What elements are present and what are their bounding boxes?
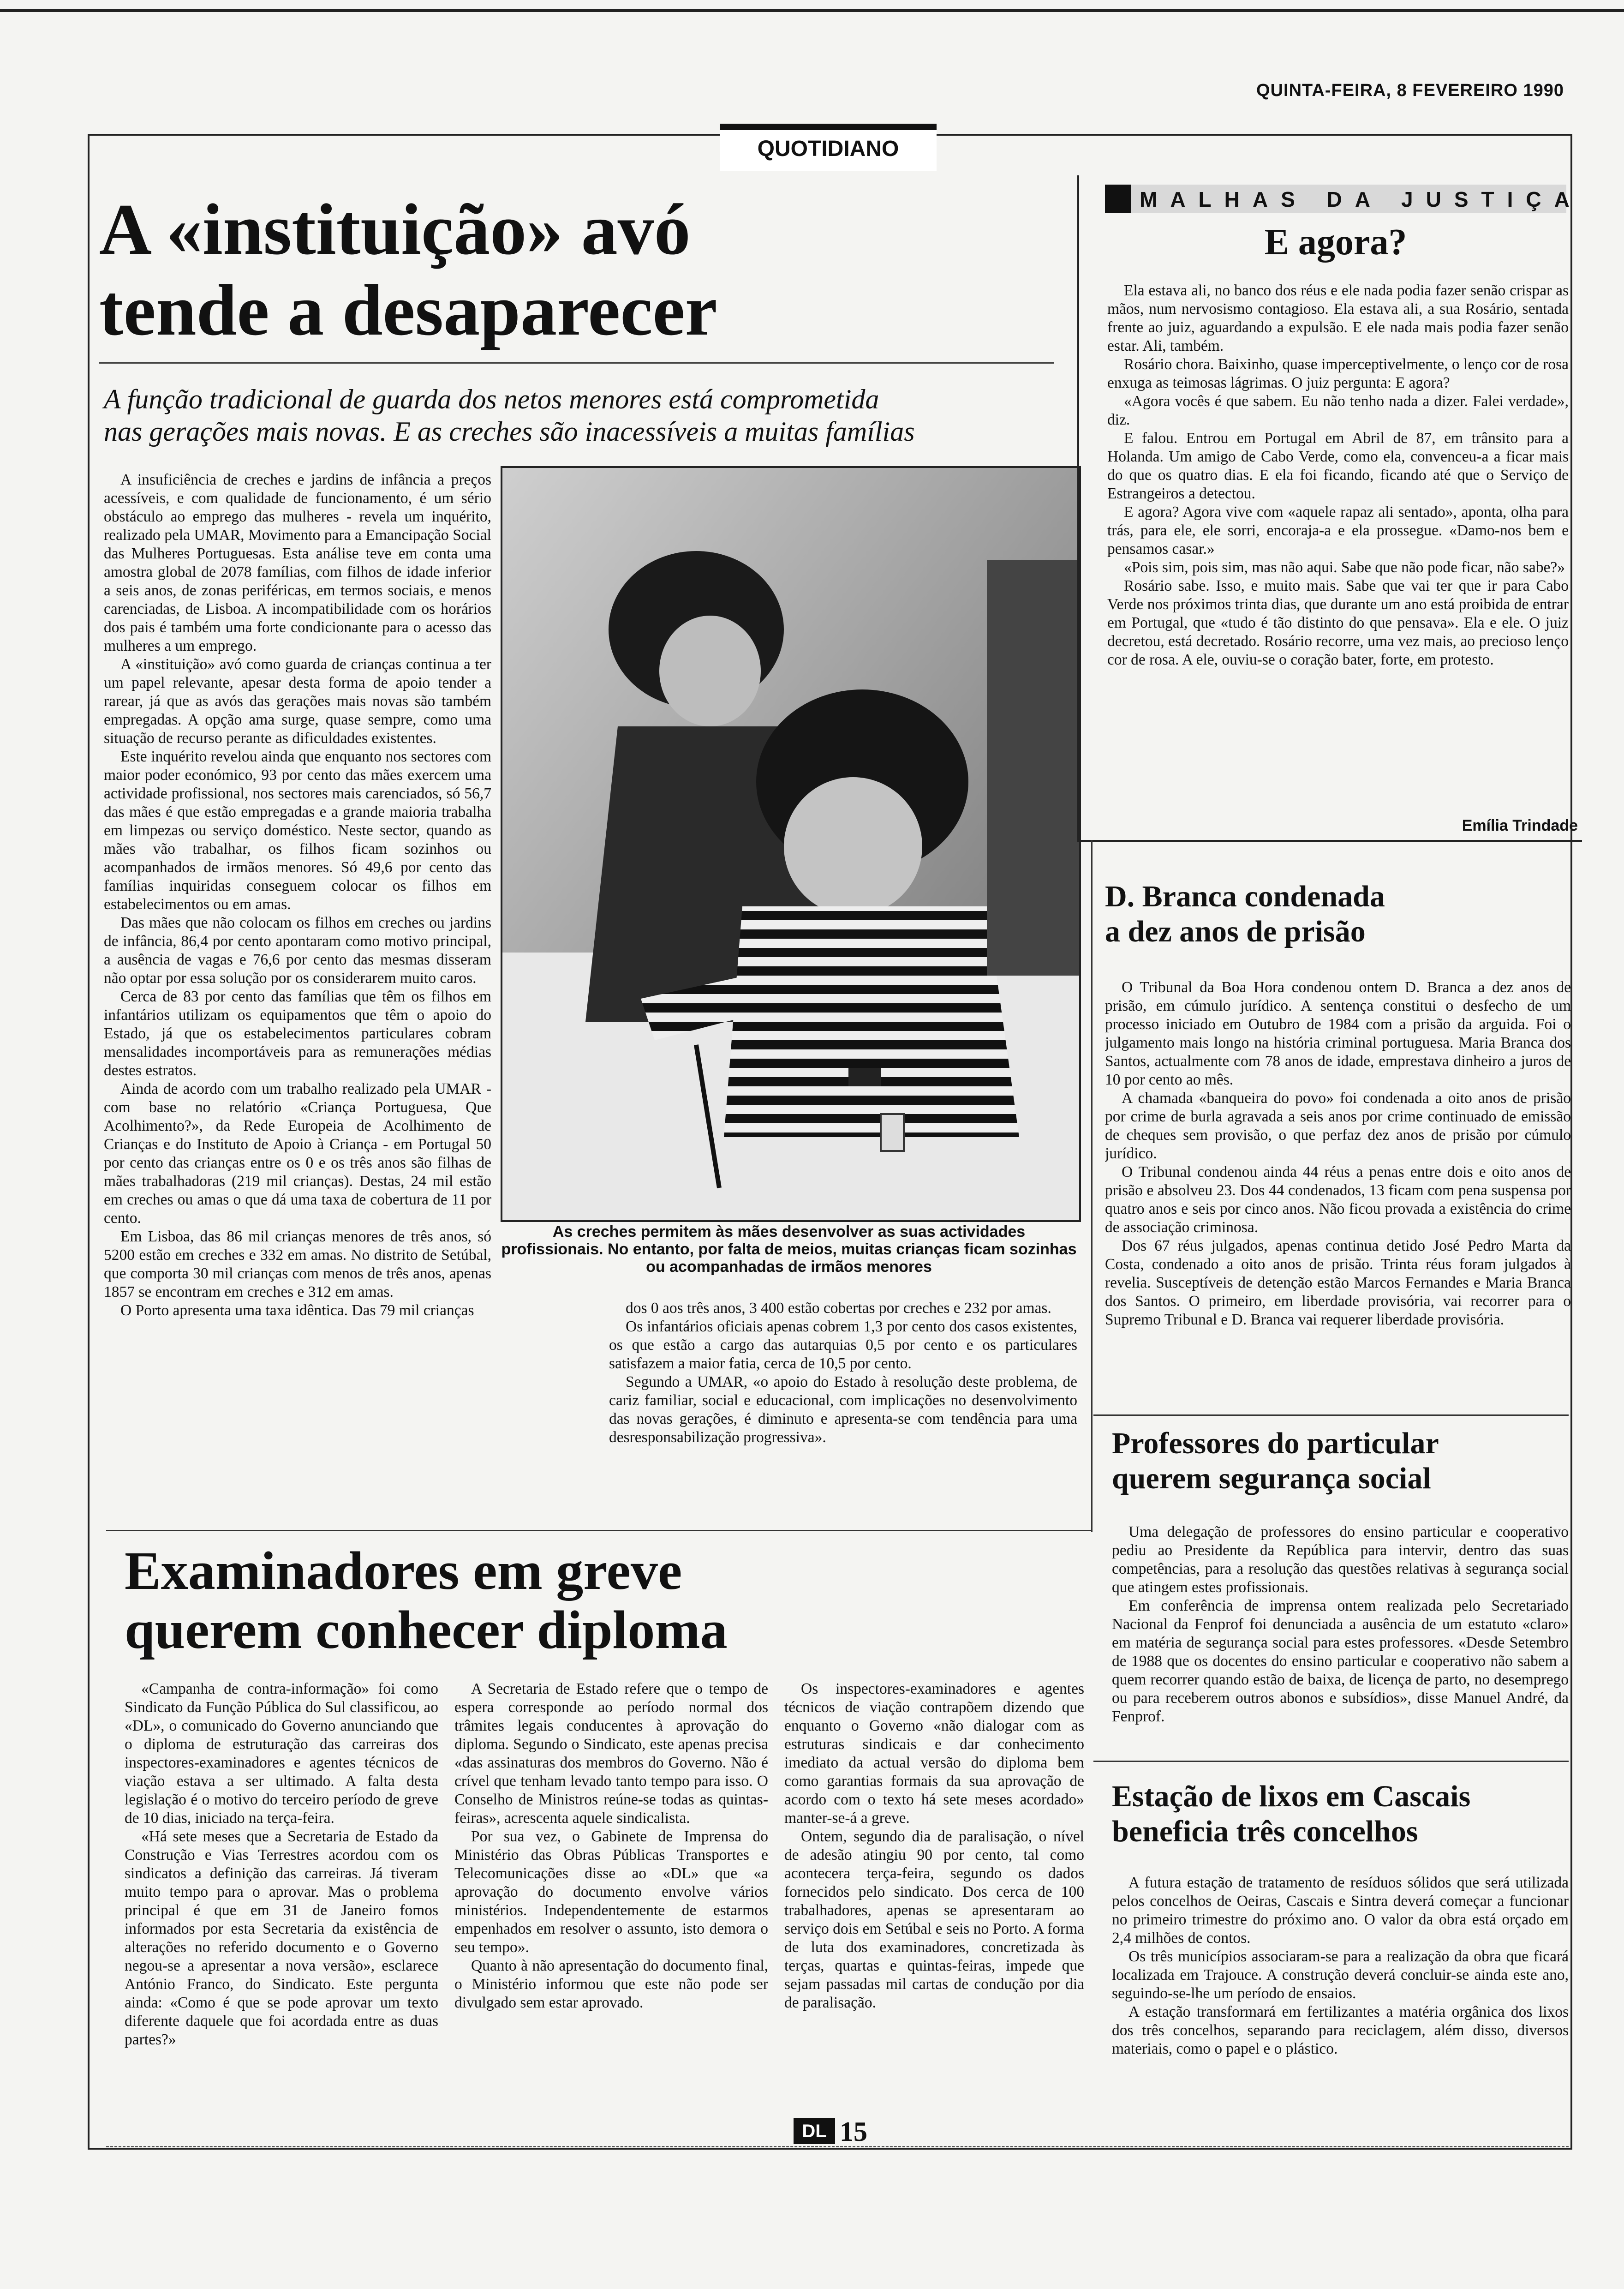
lead-deck-line1: A função tradicional de guarda dos netos menores está comprometida [104,384,879,414]
lead-headline-line2: tende a desaparecer [99,270,717,351]
section-label: QUOTIDIANO [720,124,937,171]
section-rule [1093,1414,1569,1416]
paragraph: O Porto apresenta uma taxa idêntica. Das 79 mil crianças [120,1302,474,1319]
paragraph: Segundo a UMAR, «o apoio do Estado à resolução deste problema, de cariz familiar, social e educacional, com implicações no desenvolvimento das novas gerações, é diminuto e apresenta-se com tendência para uma desresponsabilização progressiva». [609,1373,1077,1446]
malhas-title: E agora? [1264,222,1407,263]
paragraph: Os inspectores-examinadores e agentes técnicos de viação contrapõem dizendo que enquanto o Governo «não dialogar com as estruturas sindicais e dar conhecimento imediato da actual versão do diploma bem como garantias formais da sua aprovação de acordo com o texto há sete meses acordado» manter-se-á a greve. [784,1680,1084,1827]
lead-column-1 [104,471,491,1518]
malhas-byline: Emília Trindade [1462,817,1578,834]
paragraph: Rosário chora. Baixinho, quase imperceptivelmente, o lenço cor de rosa enxuga as teimosas lágrimas. O juiz pergunta: E agora? [1107,356,1569,391]
page-date: QUINTA-FEIRA, 8 FEVEREIRO 1990 [1256,81,1564,100]
branca-body [1105,978,1571,1412]
paragraph: «Agora vocês é que sabem. Eu não tenho nada a dizer. Falei verdade», diz. [1107,393,1569,428]
paragraph: A estação transformará em fertilizantes a matéria orgânica dos lixos dos três concelhos, separando para reciclagem, além disso, diversos materiais, como o papel e o plástico. [1112,2003,1569,2057]
paragraph: Ontem, segundo dia de paralisação, o nível de adesão atingiu 90 por cento, tal como acontecera terça-feira, segundo os dados fornecidos pelo sindicato. Dos cerca de 100 trabalhadores, apenas se apresentaram ao serviço dois em Setúbal e seis no Porto. A forma de luta dos examinadores, concretizada às terças, quartas e quintas-feiras, impede que sejam passadas mil cartas de condução por dia de paralisação. [784,1828,1084,2011]
cascais-headline-line1: Estação de lixos em Cascais [1112,1780,1471,1813]
cascais-headline-line2: beneficia três concelhos [1112,1815,1418,1848]
photo-caption: As creches permitem às mães desenvolver as suas actividades profissionais. No entanto, por falta de meios, muitas crianças ficam sozinhas ou acompanhadas de irmãos menores [501,1223,1077,1276]
kicker-square-icon [1105,185,1131,213]
lead-deck [104,383,1050,448]
lead-column-2 [609,1299,1077,1521]
paragraph: A Secretaria de Estado refere que o tempo de espera corresponde ao período normal dos trâmites legais conducentes à aprovação do diploma. Segundo o Sindicato, este apenas precisa «das assinaturas dos membros do Governo. Não é crível que tenham levado tanto tempo para isso. O Conselho de Ministros reúne-se todas as quintas-feiras», acrescenta aquele sindicalista. [454,1680,768,1827]
paragraph: O Tribunal condenou ainda 44 réus a penas entre dois e oito anos de prisão e absolveu 23. Dos 44 condenados, 13 ficam com pena suspensa por quatro anos e seis por cinco anos. Não ficou provada a existência do crime de associação criminosa. [1105,1163,1571,1236]
paragraph: Por sua vez, o Gabinete de Imprensa do Ministério das Obras Públicas Transportes e Telecomunicações disse ao «DL» que «a aprovação do documento envolve vários ministérios. Independentemente de estarmos empenhados em resolver o assunto, isto demora o seu tempo». [454,1828,768,1956]
top-rule [0,9,1624,12]
paragraph: dos 0 aos três anos, 3 400 estão cobertas por creches e 232 por amas. [626,1300,1051,1317]
paragraph: Uma delegação de professores do ensino particular e cooperativo pediu ao Presidente da República para intervir, dentro das suas competências, para a resolução das questões relativas à segurança social que atingem estes profissionais. [1112,1523,1569,1596]
section-rule [1093,1761,1569,1762]
lead-deck-line2: nas gerações mais novas. E as creches são inacessíveis a muitas famílias [104,416,915,447]
page-number: 15 [840,2116,867,2147]
section-rule [106,1530,1091,1531]
cascais-headline [1112,1779,1569,1849]
paragraph: «Há sete meses que a Secretaria de Estado da Construção e Vias Terrestres acordou com os sindicatos a definição das carreiras. Já tiveram muito tempo para o aprovar. Mas o problema principal é que em 31 de Janeiro fomos informados por esta Secretaria da existência de alterações no referido documento e o Governo negou-se a apresentar a nova versão», esclarece António Franco, do Sindicato. Este pergunta ainda: «Como é que se pode aprovar um texto diferente daquele que foi acordada entre as duas partes?» [125,1828,438,2048]
professores-body [1112,1523,1569,1754]
lead-headline-line1: A «instituição» avó [99,189,691,270]
paragraph: Ainda de acordo com um trabalho realizado pela UMAR - com base no relatório «Criança Portuguesa, Que Acolhimento?», da Rede Europeia de Acolhimento de Crianças e do Instituto de Apoio à Criança - em Portugal 50 por cento das crianças entre os 0 e os três anos são filhas de mães trabalhadoras (219 mil crianças). Destas, 24 mil estão em creches ou amas o que dá uma taxa de cobertura de 11 por cento. [104,1080,491,1227]
branca-headline [1105,879,1566,949]
paragraph: Os infantários oficiais apenas cobrem 1,3 por cento dos casos existentes, os que estão a cargo das autarquias 0,5 por cento e os particulares satisfazem a maior fatia, cerca de 10,5 por cento. [609,1318,1077,1372]
footer-rule [106,2146,1569,2148]
examinadores-headline-line1: Examinadores em greve [125,1540,682,1601]
professores-headline-line2: querem segurança social [1112,1462,1431,1495]
malhas-kicker: MALHAS DA JUSTIÇA [1140,187,1582,211]
paragraph: Ela estava ali, no banco dos réus e ele nada podia fazer senão crispar as mãos, num nervosismo contagioso. Ela estava ali, a sua Rosário, sentada frente ao juiz, aguardando a expulsão. E ele nada mais podia fazer senão estar. Ali, também. [1107,282,1569,354]
paragraph: Cerca de 83 por cento das famílias que têm os filhos em infantários utilizam os equipamentos que têm o apoio do Estado, já que os estabelecimentos particulares cobram mensalidades incomportáveis para as remunerações médias destes estratos. [104,988,491,1079]
cascais-body [1112,1874,1569,2095]
paragraph: A futura estação de tratamento de resíduos sólidos que será utilizada pelos concelhos de Oeiras, Cascais e Sintra deverá começar a funcionar no primeiro trimestre do próximo ano. O valor da obra está orçado em 2,4 milhões de contos. [1112,1874,1569,1947]
paragraph: Das mães que não colocam os filhos em creches ou jardins de infância, 86,4 por cento apontaram como motivo principal, a ausência de vagas e 76,6 por cento das mesmas disseram não optar por essa solução por os considerarem muito caros. [104,914,491,987]
paragraph: Dos 67 réus julgados, apenas continua detido José Pedro Marta da Costa, condenado a oito anos de prisão. Trinta réus foram julgados à revelia. Susceptíveis de detenção estão Marcos Fernandes e Maria Branca dos Santos. O primeiro, em liberdade provisória, vai recorrer para o Supremo Tribunal e D. Branca vai requerer liberdade provisória. [1105,1237,1571,1328]
paragraph: «Pois sim, pois sim, mas não aqui. Sabe que não pode ficar, não sabe?» [1124,559,1565,576]
lead-rule [99,362,1054,364]
examinadores-column-2 [454,1680,768,2095]
right-column-rule [1091,840,1093,1532]
paragraph: Quanto à não apresentação do documento final, o Ministério informou que este não pode ser divulgado sem estar aprovado. [454,1957,768,2011]
paragraph: A chamada «banqueira do povo» foi condenada a oito anos de prisão por crime de burla agravada a seis anos por crime continuado de emissão de cheques sem provisão, o que perfaz dez anos de prisão por cúmulo jurídico. [1105,1090,1571,1162]
paragraph: Rosário sabe. Isso, e muito mais. Sabe que vai ter que ir para Cabo Verde nos próximos trinta dias, que durante um ano está proibida de entrar em Portugal, que «tudo é tão distinto do que pensava». Ela e ele. O juiz decretou, está decretado. Rosário recorre, uma vez mais, ao precioso lenço cor de rosa. A ele, ouviu-se o coração bater, forte, em protesto. [1107,577,1569,668]
paragraph: Este inquérito revelou ainda que enquanto nos sectores com maior poder económico, 93 por cento das mães exercem uma actividade profissional, nos sectores mais carenciados, só 56,7 das mães é que estão empregadas e a grande maioria trabalha em limpezas ou serviço doméstico. Neste sector, quando as mães vão trabalhar, os filhos ficam sozinhos ou acompanhados de irmãos menores. Só 49,6 por cento das famílias inquiridas conseguem colocar os filhos em estabelecimentos ou em amas. [104,748,491,913]
paragraph: Em conferência de imprensa ontem realizada pelo Secretariado Nacional da Fenprof foi denunciada a ausência de um estatuto «claro» em matéria de segurança social para estes professores. «Desde Setembro de 1988 que os docentes do ensino particular e cooperativo não sabem a quem recorrer quando estão de baixa, de licença de parto, no desemprego ou para receberem outros abonos e subsídios», disse Manuel André, da Fenprof. [1112,1597,1569,1725]
lead-photo [501,466,1081,1222]
children-painting-photo [502,468,1079,1220]
paragraph: Em Lisboa, das 86 mil crianças menores de três anos, só 5200 estão em creches e 332 em amas. No distrito de Setúbal, que comporta 30 mil crianças com menos de três anos, apenas 1857 se encontram em creches e 312 em amas. [104,1228,491,1300]
paragraph: «Campanha de contra-informação» foi como Sindicato da Função Pública do Sul classificou, ao «DL», o comunicado do Governo anunciando que o diploma de estruturação das carreiras dos inspectores-examinadores e agentes técnicos de viação estava a ser ultimado. A falta desta legislação é o motivo do terceiro período de greve de 10 dias, iniciado na terça-feira. [125,1680,438,1827]
examinadores-headline-line2: querem conhecer diploma [125,1600,728,1660]
paragraph: E falou. Entrou em Portugal em Abril de 87, em trânsito para a Holanda. Um amigo de Cabo Verde, como ela, convenceu-a a ficar mais do que os quatro dias. E ela foi ficando, ficando até que o Serviço de Estrangeiros a detectou. [1107,430,1569,502]
paragraph: Os três municípios associaram-se para a realização da obra que ficará localizada em Trajouce. A construção deverá concluir-se ainda este ano, seguindo-se-lhe um período de ensaios. [1112,1948,1569,2002]
lead-headline [99,189,1068,351]
professores-headline [1112,1426,1569,1496]
paragraph: E agora? Agora vive com «aquele rapaz ali sentado», aponta, olha para trás, para ele, ele sorri, encoraja-a e ela prossegue. «Damo-nos bem e pensamos casar.» [1107,503,1569,557]
examinadores-column-3 [784,1680,1084,2095]
professores-headline-line1: Professores do particular [1112,1426,1439,1460]
examinadores-headline [125,1541,909,1660]
paragraph: A «instituição» avó como guarda de crianças continua a ter um papel relevante, apesar desta forma de apoio tender a rarear, já que as avós das gerações mais novas são também empregadas. A opção ama surge, quase sempre, como uma situação de recurso perante as dificuldades existentes. [104,656,491,747]
malhas-body [1107,282,1569,812]
branca-headline-line1: D. Branca condenada [1105,880,1385,913]
paragraph: A insuficiência de creches e jardins de infância a preços acessíveis, e com qualidade de funcionamento, é um sério obstáculo ao emprego das mulheres - revela um inquérito, realizado pela UMAR, Movimento para a Emancipação Social das Mulheres Portuguesas. Esta análise teve em conta uma amostra global de 2078 famílias, com filhos de idade inferior a seis anos, de zonas periféricas, em termos sociais, e menos carenciadas, de Lisboa. A incompatibilidade com os horários dos pais é também uma forte condicionante para o acesso das mulheres a um emprego. [104,471,491,654]
dl-logo: DL [794,2118,835,2144]
paragraph: O Tribunal da Boa Hora condenou ontem D. Branca a dez anos de prisão, em cúmulo jurídico. A sentença constitui o desfecho de um processo iniciado em Outubro de 1984 com a prisão da arguida. Foi o julgamento mais longo na história criminal portuguesa. Maria Branca dos Santos, actualmente com 78 anos de idade, emprestava dinheiro a juros de 10 por cento ao mês. [1105,979,1571,1088]
examinadores-column-1 [125,1680,438,2095]
branca-headline-line2: a dez anos de prisão [1105,915,1366,948]
